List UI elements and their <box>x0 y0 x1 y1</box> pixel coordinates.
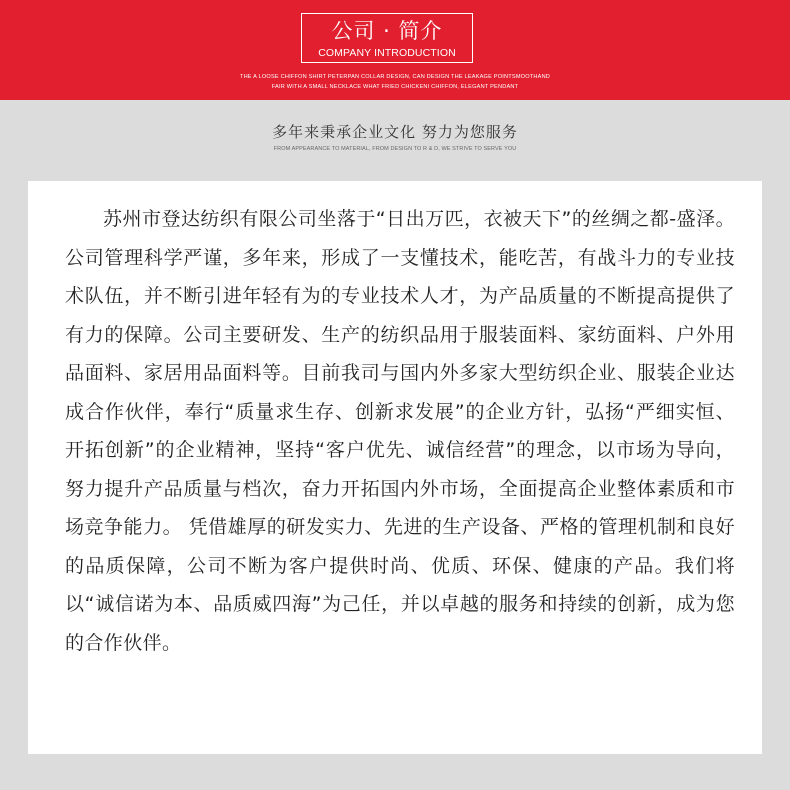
banner-subline: THE A LOOSE CHIFFON SHIRT PETERPAN COLLAR DESIGN, CAN DESIGN THE LEAKAGE POINTSMOOTHAND <box>239 74 551 80</box>
banner-subline: FAIR WITH A SMALL NECKLACE WHAT FRIED CHICKENI CHIFFON, ELEGANT PENDANT <box>271 84 519 90</box>
content-card <box>28 181 762 754</box>
slogan-chinese: 多年来秉承企业文化 努力为您服务 <box>272 123 518 141</box>
section-title-english: COMPANY INTRODUCTION <box>318 47 456 59</box>
title-box <box>301 13 473 63</box>
header-banner <box>0 0 790 100</box>
slogan-english: FROM APPEARANCE TO MATERIAL, FROM DESIGN TO R & D, WE STRIVE TO SERVE YOU <box>273 146 517 152</box>
section-title: 公司 · 简介 <box>331 19 443 43</box>
company-description: 苏州市登达纺织有限公司坐落于“日出万匹，衣被天下”的丝绸之都-盛泽。公司管理科学严谨，多年来，形成了一支懂技术，能吃苦，有战斗力的专业技术队伍，并不断引进年轻有为的专业技术人才，为产品质量的不断提高提供了有力的保障。公司主要研发、生产的纺织品用于服装面料、家纺面料、户外用品面料、家居用品面料等。目前我司与国内外多家大型纺织企业、服装企业达成合作伙伴，奉行“质量求生存、创新求发展”的企业方针，弘扬“严细实恒、开拓创新”的企业精神，坚持“客户优先、诚信经营”的理念，以市场为导向，努力提升产品质量与档次，奋力开拓国内外市场，全面提高企业整体素质和市场竞争能力。 凭借雄厚的研发实力、先进的生产设备、严格的管理机制和良好的品质保障，公司不断为客户提供时尚、优质、环保、健康的产品。我们将以“诚信诺为本、品质威四海”为己任，并以卓越的服务和持续的创新，成为您的合作伙伴。 <box>65 208 735 654</box>
